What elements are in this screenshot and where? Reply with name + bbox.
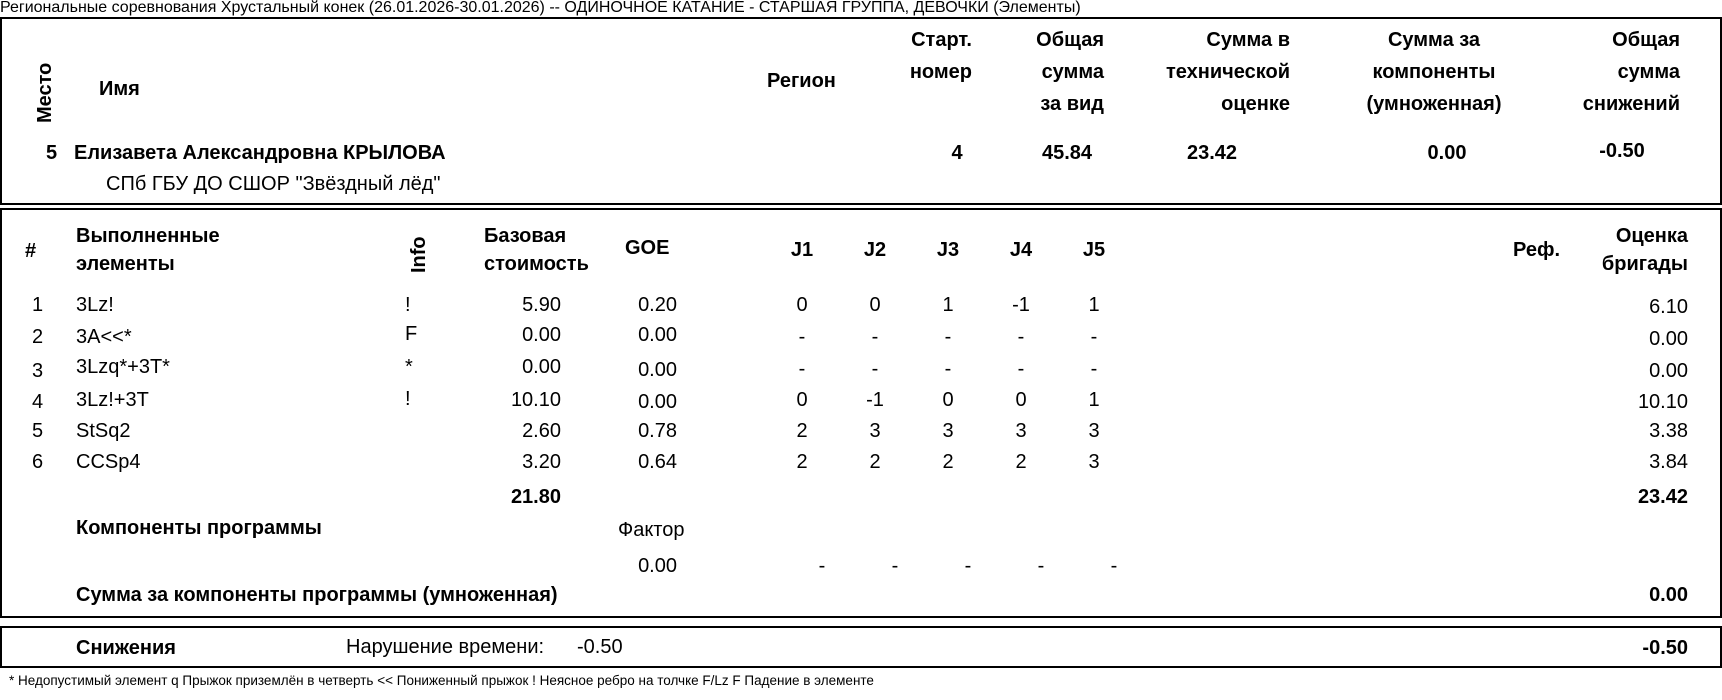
element-info: F <box>405 323 418 345</box>
score-header: Оценка бригады <box>1601 225 1688 275</box>
element-info: * <box>405 356 413 378</box>
element-j1: 2 <box>796 420 808 442</box>
elements-total: 23.42 <box>1637 486 1688 508</box>
element-j2: 0 <box>869 294 881 316</box>
element-base: 3.20 <box>522 451 561 473</box>
element-j1: 0 <box>796 294 808 316</box>
element-j1: - <box>798 326 806 348</box>
element-j1: 0 <box>796 389 808 411</box>
component-mark-3: - <box>964 555 972 577</box>
skater-start-no: 4 <box>951 142 963 164</box>
components-sum: 0.00 <box>1649 584 1688 606</box>
element-j1: 2 <box>796 451 808 473</box>
name-header: Имя <box>99 78 140 100</box>
judge-header-1: J1 <box>790 239 814 261</box>
total-header: Общая сумма за вид <box>1036 29 1104 115</box>
skater-deductions: -0.50 <box>1599 140 1645 162</box>
judge-header-4: J4 <box>1009 239 1033 261</box>
components-header: Сумма за компоненты (умноженная) <box>1366 29 1502 115</box>
judge-header-5: J5 <box>1082 239 1106 261</box>
info-header: Info <box>408 236 430 273</box>
skater-place: 5 <box>46 142 58 164</box>
base-total: 21.80 <box>510 486 561 508</box>
element-goe: 0.78 <box>638 420 677 442</box>
element-info: ! <box>405 388 411 410</box>
skater-components: 0.00 <box>1427 142 1467 164</box>
element-j3: 2 <box>942 451 954 473</box>
components-sum-label: Сумма за компоненты программы (умноженная) <box>76 584 558 606</box>
base-header: Базовая стоимость <box>484 225 589 275</box>
element-base: 5.90 <box>522 294 561 316</box>
element-j5: - <box>1090 358 1098 380</box>
element-j4: 3 <box>1015 420 1027 442</box>
element-num: 6 <box>32 451 44 473</box>
element-j2: 2 <box>869 451 881 473</box>
element-base: 0.00 <box>522 324 561 346</box>
element-j3: 3 <box>942 420 954 442</box>
element-j3: 0 <box>942 389 954 411</box>
element-num: 2 <box>32 326 44 348</box>
element-info: ! <box>405 294 411 316</box>
element-j5: 3 <box>1088 451 1100 473</box>
num-header: # <box>25 240 37 262</box>
start-no-header: Старт. номер <box>909 29 972 83</box>
deductions-label: Снижения <box>76 637 176 659</box>
deduction-detail-value: -0.50 <box>577 636 623 658</box>
element-name: 3Lz! <box>76 294 114 316</box>
element-name: 3Lz!+3T <box>76 389 149 411</box>
component-mark-2: - <box>891 555 899 577</box>
goe-header: GOE <box>625 237 670 259</box>
element-j4: 0 <box>1015 389 1027 411</box>
element-j5: - <box>1090 326 1098 348</box>
element-j2: -1 <box>866 389 884 411</box>
element-goe: 0.00 <box>638 391 677 413</box>
element-score: 10.10 <box>1637 391 1688 413</box>
element-name: 3A<<* <box>76 326 132 348</box>
element-num: 1 <box>32 294 44 316</box>
element-j4: - <box>1017 358 1025 380</box>
skater-tech: 23.42 <box>1186 142 1238 164</box>
component-mark-1: - <box>818 555 826 577</box>
element-score: 0.00 <box>1649 360 1688 382</box>
element-base: 10.10 <box>510 389 561 411</box>
judge-header-2: J2 <box>863 239 887 261</box>
judge-header-3: J3 <box>936 239 960 261</box>
element-score: 6.10 <box>1649 296 1688 318</box>
skater-total: 45.84 <box>1041 142 1093 164</box>
deductions-total: -0.50 <box>1642 637 1688 659</box>
element-num: 5 <box>32 420 44 442</box>
element-j2: 3 <box>869 420 881 442</box>
element-j4: - <box>1017 326 1025 348</box>
legend: * Недопустимый элемент q Прыжок приземлён в четверть << Пониженный прыжок ! Неясное ребро на толчке F/Lz F Падение в элементе <box>9 673 874 688</box>
element-goe: 0.00 <box>638 359 677 381</box>
component-mark-4: - <box>1037 555 1045 577</box>
components-label: Компоненты программы <box>76 517 322 539</box>
element-score: 0.00 <box>1649 328 1688 350</box>
element-j5: 1 <box>1088 294 1100 316</box>
summary-box <box>0 17 1722 205</box>
element-base: 2.60 <box>522 420 561 442</box>
skater-club: СПб ГБУ ДО СШОР "Звёздный лёд" <box>106 173 441 195</box>
element-goe: 0.64 <box>638 451 677 473</box>
element-name: StSq2 <box>76 420 131 442</box>
element-goe: 0.20 <box>638 294 677 316</box>
skater-name: Елизавета Александровна КРЫЛОВА <box>74 142 446 164</box>
deduction-detail-label: Нарушение времени: <box>346 636 545 658</box>
element-j2: - <box>871 326 879 348</box>
element-j3: - <box>944 326 952 348</box>
component-mark-5: - <box>1110 555 1118 577</box>
element-score: 3.84 <box>1649 451 1688 473</box>
element-j3: 1 <box>942 294 954 316</box>
element-name: 3Lzq*+3T* <box>76 356 170 378</box>
factor-label: Фактор <box>618 519 685 541</box>
element-goe: 0.00 <box>638 324 677 346</box>
element-j1: - <box>798 358 806 380</box>
element-j5: 3 <box>1088 420 1100 442</box>
elements-box <box>0 208 1722 618</box>
element-j4: -1 <box>1012 294 1030 316</box>
element-name: CCSp4 <box>76 451 141 473</box>
element-j5: 1 <box>1088 389 1100 411</box>
executed-header: Выполненные элементы <box>76 225 220 275</box>
element-j4: 2 <box>1015 451 1027 473</box>
tech-header: Сумма в технической оценке <box>1165 29 1290 115</box>
factor-value: 0.00 <box>638 555 677 577</box>
element-j3: - <box>944 358 952 380</box>
element-j2: - <box>871 358 879 380</box>
element-num: 4 <box>32 391 44 413</box>
element-num: 3 <box>32 360 44 382</box>
deductions-header: Общая сумма снижений <box>1582 29 1680 115</box>
region-header: Регион <box>767 70 836 92</box>
place-header: Место <box>34 62 56 123</box>
element-score: 3.38 <box>1649 420 1688 442</box>
page-title: Региональные соревнования Хрустальный конек (26.01.2026-30.01.2026) -- ОДИНОЧНОЕ КАТАНИЕ - СТАРШАЯ ГРУППА, ДЕВОЧКИ (Элементы) <box>0 0 1081 16</box>
deductions-box <box>0 626 1722 668</box>
element-base: 0.00 <box>522 356 561 378</box>
ref-header: Реф. <box>1513 239 1561 261</box>
